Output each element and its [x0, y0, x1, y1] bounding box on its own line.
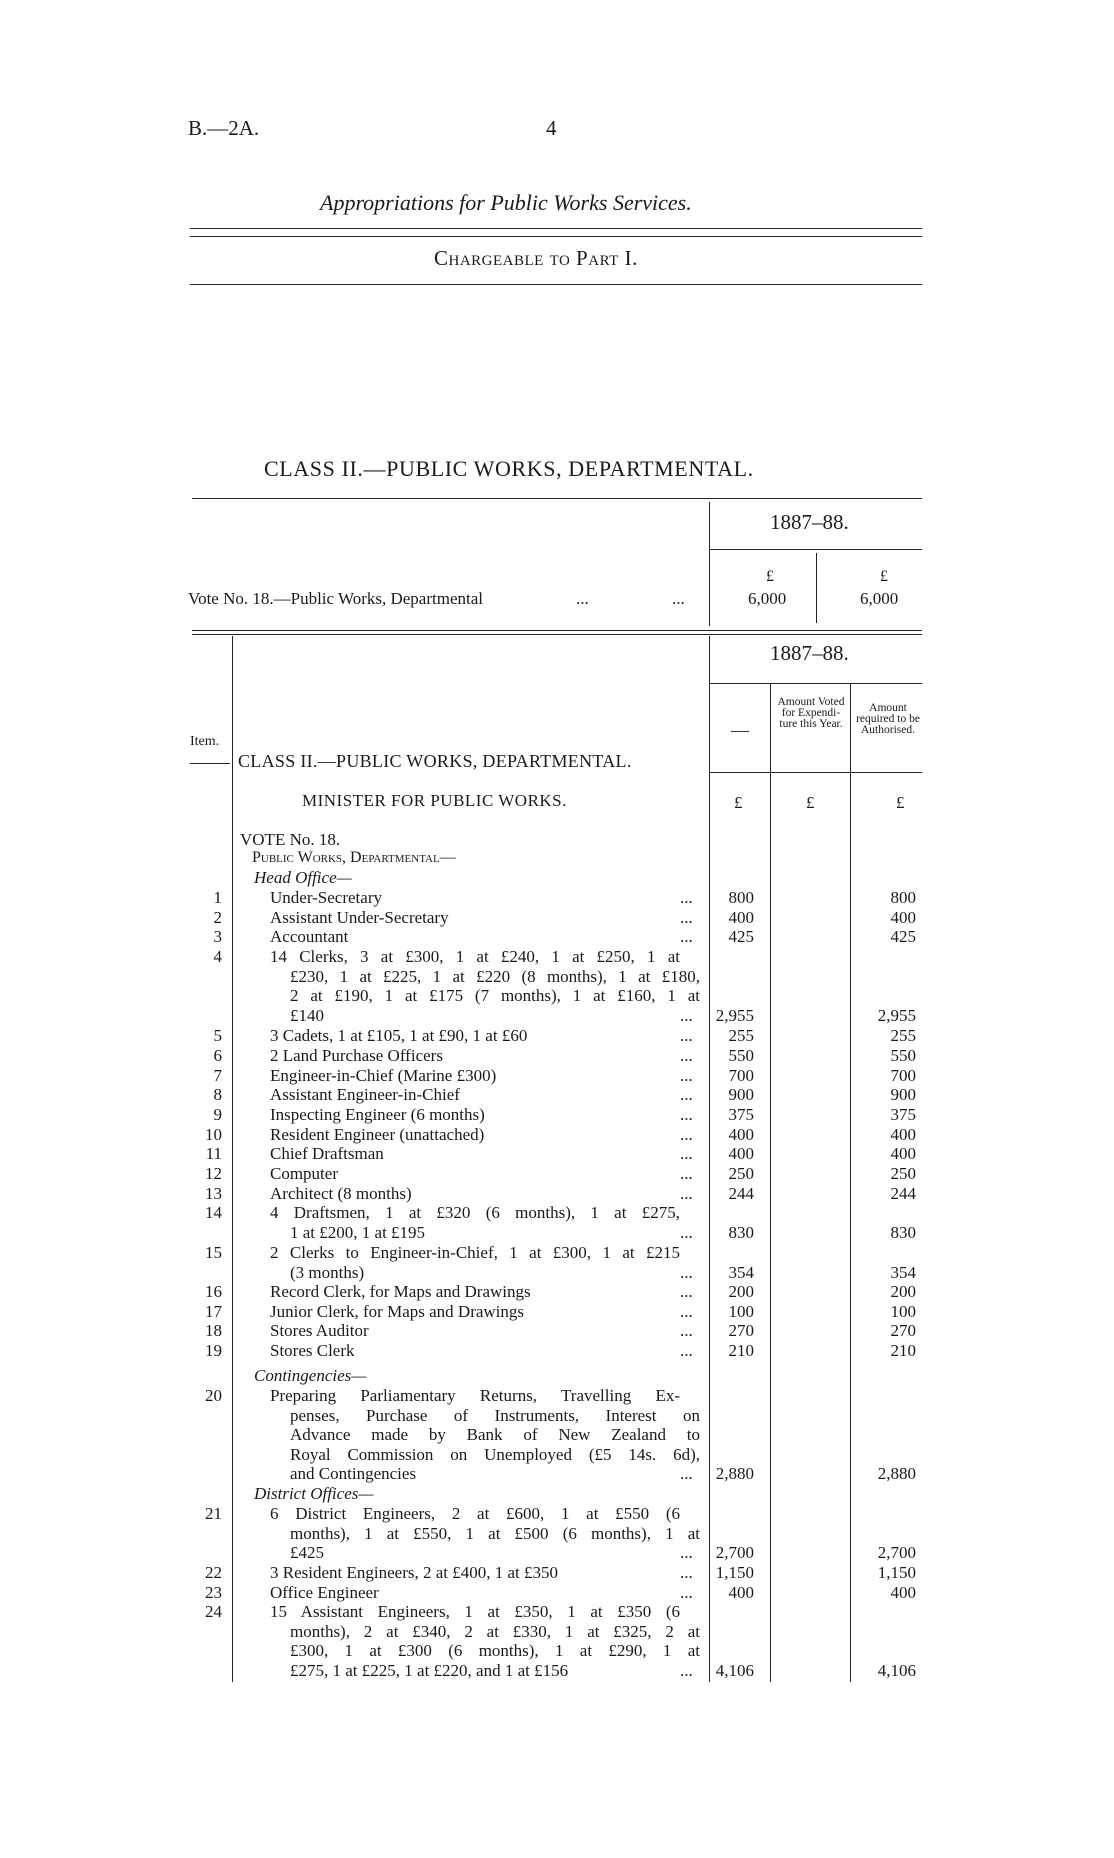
authorised-value: 550 — [890, 1046, 916, 1065]
amount-value: 800 — [728, 888, 754, 907]
authorised-value: 354 — [890, 1262, 916, 1282]
item-description-line: 15 Assistant Engineers, 1 at £350, 1 at £350 (6 — [270, 1602, 680, 1621]
authorised-value: 400 — [890, 908, 916, 927]
authorised-value: 375 — [890, 1105, 916, 1124]
page-number: 4 — [546, 116, 557, 140]
item-number: 20 — [205, 1386, 222, 1405]
pound-col2: £ — [806, 793, 815, 812]
table-year: 1887–88. — [770, 641, 849, 665]
summary-col-divider — [709, 502, 710, 626]
document-ref: B.—2A. — [188, 116, 260, 140]
district-offices-heading: District Offices— — [254, 1484, 374, 1503]
authorised-value: 830 — [890, 1222, 916, 1242]
item-description-line: months), 1 at £550, 1 at £500 (6 months), 1 at — [290, 1523, 700, 1543]
item-description-line: Engineer-in-Chief (Marine £300) — [270, 1066, 497, 1085]
item-number: 15 — [205, 1243, 222, 1262]
dot-leader: ... — [680, 1184, 693, 1203]
item-description-line: £300, 1 at £300 (6 months), 1 at £290, 1 at — [290, 1641, 700, 1661]
authorised-value: 900 — [890, 1085, 916, 1104]
amount-value: 400 — [728, 1583, 754, 1602]
item-description-line: Stores Clerk — [270, 1341, 355, 1360]
dot-leader: ... — [680, 1144, 693, 1163]
col3-header: Amount required to be Authorised. — [856, 702, 920, 736]
minister-heading: MINISTER FOR PUBLIC WORKS. — [302, 791, 567, 810]
item-number: 14 — [205, 1203, 222, 1222]
table-class-heading: CLASS II.—PUBLIC WORKS, DEPARTMENTAL. — [238, 751, 632, 771]
item-description-line: Accountant — [270, 927, 349, 946]
amount-value: 400 — [728, 908, 754, 927]
dot-leader: ... — [680, 1302, 693, 1321]
item-description-line: 4 Draftsmen, 1 at £320 (6 months), 1 at £275, — [270, 1203, 680, 1222]
dot-leader: ... — [680, 1282, 693, 1301]
table-col2-divider — [770, 683, 771, 1682]
item-description-line: 6 District Engineers, 2 at £600, 1 at £550 (6 — [270, 1504, 680, 1523]
authorised-value: 4,106 — [877, 1660, 916, 1680]
item-number: 7 — [213, 1066, 222, 1085]
item-description-line: 3 Cadets, 1 at £105, 1 at £90, 1 at £60 — [270, 1026, 528, 1045]
item-description-line: Chief Draftsman — [270, 1144, 384, 1163]
dot-leader: ... — [680, 1583, 693, 1602]
col2-header: Amount Voted for Expendi-ture this Year. — [777, 696, 845, 730]
summary-year-rule — [710, 549, 922, 550]
summary-col2-value: 6,000 — [860, 589, 899, 608]
dash-header: — — [731, 720, 749, 740]
vote-heading: VOTE No. 18. — [240, 830, 341, 849]
amount-value: 250 — [728, 1164, 754, 1183]
item-number: 23 — [205, 1583, 222, 1602]
item-description-line: 2 Clerks to Engineer-in-Chief, 1 at £300, 1 at £215 — [270, 1243, 680, 1262]
pound-col3: £ — [896, 793, 905, 812]
amount-value: 830 — [728, 1222, 754, 1242]
item-description-line: £230, 1 at £225, 1 at £220 (8 months), 1 at £180, — [290, 966, 700, 986]
item-number: 11 — [205, 1144, 222, 1163]
item-description-line: 2 Land Purchase Officers — [270, 1046, 443, 1065]
dot-leader: ... — [680, 1125, 693, 1144]
dot-leader: ... — [680, 1105, 693, 1124]
amount-value: 100 — [728, 1302, 754, 1321]
authorised-value: 2,700 — [877, 1543, 916, 1563]
item-number: 1 — [213, 888, 222, 907]
authorised-value: 700 — [890, 1066, 916, 1085]
table-left-divider — [232, 636, 233, 1682]
item-description-line: Inspecting Engineer (6 months) — [270, 1105, 485, 1124]
amount-value: 244 — [728, 1184, 754, 1203]
summary-dots-2: ... — [672, 589, 685, 608]
item-number: 22 — [205, 1563, 222, 1582]
item-description-line: £275, 1 at £225, 1 at £220, and 1 at £156 — [290, 1660, 569, 1680]
item-number: 12 — [205, 1164, 222, 1183]
table-rule-top — [192, 634, 922, 635]
summary-dots-1: ... — [576, 589, 589, 608]
summary-year: 1887–88. — [770, 510, 849, 534]
authorised-value: 2,955 — [877, 1005, 916, 1025]
dot-leader: ... — [680, 1464, 693, 1484]
item-description-line: 14 Clerks, 3 at £300, 1 at £240, 1 at £250, 1 at — [270, 947, 680, 966]
item-number: 8 — [213, 1085, 222, 1104]
item-description-line: 3 Resident Engineers, 2 at £400, 1 at £350 — [270, 1563, 559, 1582]
dot-leader: ... — [680, 1046, 693, 1065]
amount-value: 200 — [728, 1282, 754, 1301]
summary-rule-top — [192, 498, 922, 499]
subtitle-rule — [190, 284, 922, 285]
dot-leader: ... — [680, 1341, 693, 1360]
amount-value: 900 — [728, 1085, 754, 1104]
dot-leader: ... — [680, 927, 693, 946]
amount-value: 2,955 — [715, 1005, 754, 1025]
item-number: 18 — [205, 1321, 222, 1340]
item-description-line: Under-Secretary — [270, 888, 382, 907]
dot-leader: ... — [680, 1321, 693, 1340]
item-number: 19 — [205, 1341, 222, 1360]
amount-value: 1,150 — [715, 1563, 754, 1582]
summary-col1-value: 6,000 — [748, 589, 787, 608]
item-description-line: 1 at £200, 1 at £195 — [290, 1222, 426, 1242]
item-header: Item. — [190, 734, 220, 749]
item-description-line: Office Engineer — [270, 1583, 379, 1602]
item-header-rule — [190, 763, 230, 764]
item-number: 6 — [213, 1046, 222, 1065]
dot-leader: ... — [680, 1026, 693, 1045]
title-rule-top-2 — [190, 236, 922, 237]
amount-value: 210 — [728, 1341, 754, 1360]
dot-leader: ... — [680, 1563, 693, 1582]
amount-value: 2,700 — [715, 1543, 754, 1563]
item-number: 9 — [213, 1105, 222, 1124]
item-description-line: Computer — [270, 1164, 338, 1183]
item-number: 24 — [205, 1602, 222, 1621]
amount-value: 4,106 — [715, 1660, 754, 1680]
title-rule-top — [190, 228, 922, 229]
amount-value: 2,880 — [715, 1464, 754, 1484]
table-col3-divider — [850, 683, 851, 1682]
table-header-rule — [710, 772, 922, 773]
amount-value: 255 — [728, 1026, 754, 1045]
dot-leader: ... — [680, 1262, 693, 1282]
item-number: 4 — [213, 947, 222, 966]
item-number: 21 — [205, 1504, 222, 1523]
item-number: 13 — [205, 1184, 222, 1203]
amount-value: 550 — [728, 1046, 754, 1065]
amount-value: 270 — [728, 1321, 754, 1340]
item-description-line: Record Clerk, for Maps and Drawings — [270, 1282, 531, 1301]
authorised-value: 2,880 — [877, 1464, 916, 1484]
item-number: 2 — [213, 908, 222, 927]
authorised-value: 400 — [890, 1144, 916, 1163]
authorised-value: 100 — [890, 1302, 916, 1321]
page-subtitle: Chargeable to Part I. — [434, 246, 638, 270]
contingencies-heading: Contingencies— — [254, 1366, 367, 1385]
dot-leader: ... — [680, 1222, 693, 1242]
amount-value: 400 — [728, 1144, 754, 1163]
amount-value: 425 — [728, 927, 754, 946]
amount-value: 400 — [728, 1125, 754, 1144]
item-number: 10 — [205, 1125, 222, 1144]
vote-subheading: Public Works, Departmental— — [252, 849, 456, 866]
item-description-line: penses, Purchase of Instruments, Interest on — [290, 1405, 700, 1425]
summary-vote-label: Vote No. 18.—Public Works, Departmental — [188, 589, 483, 608]
amount-value: 700 — [728, 1066, 754, 1085]
authorised-value: 210 — [890, 1341, 916, 1360]
item-description-line: 2 at £190, 1 at £175 (7 months), 1 at £160, 1 at — [290, 986, 700, 1006]
summary-col1-symbol: £ — [766, 568, 774, 585]
table-year-rule — [710, 683, 922, 684]
item-description-line: Junior Clerk, for Maps and Drawings — [270, 1302, 525, 1321]
dot-leader: ... — [680, 888, 693, 907]
dot-leader: ... — [680, 1164, 693, 1183]
amount-value: 375 — [728, 1105, 754, 1124]
authorised-value: 250 — [890, 1164, 916, 1183]
dot-leader: ... — [680, 1660, 693, 1680]
item-description-line: Preparing Parliamentary Returns, Travelling Ex- — [270, 1386, 680, 1405]
summary-heading: CLASS II.—PUBLIC WORKS, DEPARTMENTAL. — [264, 456, 754, 481]
dot-leader: ... — [680, 1066, 693, 1085]
item-number: 16 — [205, 1282, 222, 1301]
dot-leader: ... — [680, 1005, 693, 1025]
pound-col1: £ — [734, 793, 743, 812]
item-description-line: Assistant Engineer-in-Chief — [270, 1085, 460, 1104]
item-description-line: Royal Commission on Unemployed (£5 14s. 6d), — [290, 1444, 700, 1464]
item-number: 3 — [213, 927, 222, 946]
authorised-value: 270 — [890, 1321, 916, 1340]
authorised-value: 425 — [890, 927, 916, 946]
page-title: Appropriations for Public Works Services. — [320, 190, 692, 215]
dot-leader: ... — [680, 1085, 693, 1104]
item-description-line: £140 — [290, 1005, 324, 1025]
authorised-value: 400 — [890, 1583, 916, 1602]
summary-inner-divider — [816, 553, 817, 623]
head-office-heading: Head Office— — [254, 868, 352, 887]
authorised-value: 400 — [890, 1125, 916, 1144]
item-description-line: Assistant Under-Secretary — [270, 908, 449, 927]
item-description-line: £425 — [290, 1543, 324, 1563]
summary-col2-symbol: £ — [880, 568, 888, 585]
item-description-line: months), 2 at £340, 2 at £330, 1 at £325, 2 at — [290, 1621, 700, 1641]
item-description-line: and Contingencies — [290, 1464, 417, 1484]
item-number: 5 — [213, 1026, 222, 1045]
amount-value: 354 — [728, 1262, 754, 1282]
item-description-line: Stores Auditor — [270, 1321, 369, 1340]
item-description-line: Resident Engineer (unattached) — [270, 1125, 485, 1144]
item-description-line: Advance made by Bank of New Zealand to — [290, 1425, 700, 1445]
authorised-value: 255 — [890, 1026, 916, 1045]
item-description-line: Architect (8 months) — [270, 1184, 412, 1203]
dot-leader: ... — [680, 908, 693, 927]
authorised-value: 1,150 — [877, 1563, 916, 1582]
authorised-value: 244 — [890, 1184, 916, 1203]
authorised-value: 200 — [890, 1282, 916, 1301]
summary-rule-bottom — [192, 630, 922, 631]
dot-leader: ... — [680, 1543, 693, 1563]
authorised-value: 800 — [890, 888, 916, 907]
item-description-line: (3 months) — [290, 1262, 365, 1282]
item-number: 17 — [205, 1302, 222, 1321]
